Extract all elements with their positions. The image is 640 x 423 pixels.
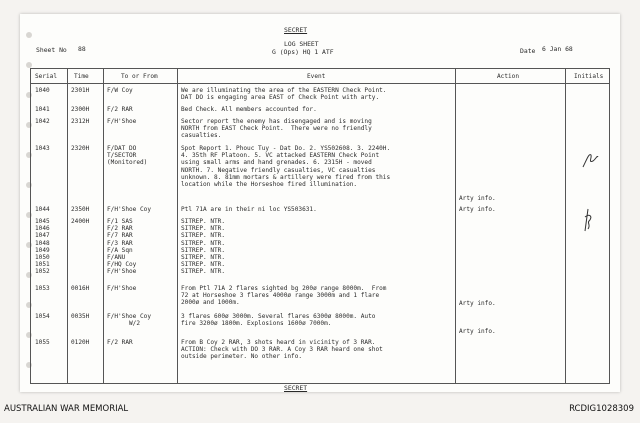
col-header-event: Event: [307, 73, 326, 80]
initials-signature-2: [579, 207, 597, 233]
row-to-from: F/H'Shoe Coy W/2: [107, 313, 152, 328]
row-time: 0120H: [71, 339, 90, 346]
row-event: Spot Report 1. Phouc Tuy - Dat Do. 2. YS502608. 3. 2240H. 4. 35th RF Platoon. 5. VC attacked EASTERN Check Point using small arms and hand grenades. 6. 2315H - moved NORTH. 7. Negative friendly casualties, VC casualties unknown. 8. 81mm mortars & artillery were fired from this location while the Horseshoe fired illumination.: [181, 145, 391, 189]
row-to-from: F/2 RAR: [107, 339, 133, 346]
row-serial: 1041: [35, 106, 50, 113]
row-to-from: F/H'Shoe Coy: [107, 206, 152, 213]
row-event: Sector report the enemy has disengaged and is moving NORTH from EAST Check Point. There were no friendly casualties.: [181, 118, 372, 140]
footer-source: AUSTRALIAN WAR MEMORIAL: [4, 404, 129, 414]
date-label: Date: [520, 47, 536, 55]
sheet-label: Sheet No: [36, 46, 67, 54]
row-time: 0016H: [71, 285, 90, 292]
row-to-from: F/1 SAS F/2 RAR F/7 RAR F/3 RAR F/A Sqn F/ANU F/HQ Coy F/H'Shoe: [107, 218, 137, 276]
footer-id: RCDIG1028309: [569, 404, 634, 414]
row-time: 2350H: [71, 206, 90, 213]
row-event: From Ptl 71A 2 flares sighted bg 200ø range 8000m. From 72 at Horseshoe 3 flares 4000ø range 3000m and 1 flare 2000ø and 1000m.: [181, 285, 387, 307]
row-serial: 1043: [35, 145, 50, 152]
row-serial: 1040: [35, 87, 50, 94]
row-time: 2301H: [71, 87, 90, 94]
col-header-initials: Initials: [574, 73, 604, 80]
row-to-from: F/2 RAR: [107, 106, 133, 113]
log-table: [30, 68, 610, 384]
row-time: 2320H: [71, 145, 90, 152]
sheet-number: 88: [78, 45, 86, 53]
col-header-to-from: To or From: [121, 73, 158, 80]
row-to-from: F/H'Shoe: [107, 118, 137, 125]
log-sheet-title: LOG SHEET: [284, 40, 319, 48]
row-to-from: F/DAT DO T/SECTOR (Monitored): [107, 145, 148, 167]
initials-signature-1: [579, 149, 601, 171]
classification-bottom: SECRET: [284, 384, 308, 392]
row-event: We are illuminating the area of the EASTERN Check Point. DAT DO is engaging area EAST of Check Point with arty.: [181, 87, 387, 102]
row-event: From B Coy 2 RAR, 3 shots heard in vicinity of 3 RAR. ACTION: Check with DO 3 RAR. A Coy 3 RAR heard one shot outside perimeter. No other info.: [181, 339, 383, 361]
row-action: Arty info.: [459, 300, 496, 307]
row-serial: 1045 1046 1047 1048 1049 1050 1051 1052: [35, 218, 50, 276]
row-time: 2300H: [71, 106, 90, 113]
row-action: Arty info.: [459, 206, 496, 213]
row-time: 2312H: [71, 118, 90, 125]
row-serial: 1053: [35, 285, 50, 292]
row-serial: 1055: [35, 339, 50, 346]
row-action: Arty info.: [459, 328, 496, 335]
date-value: 6 Jan 68: [542, 45, 573, 53]
row-to-from: F/H'Shoe: [107, 285, 137, 292]
row-event: Ptl 71A are in their ni loc YS503631.: [181, 206, 317, 213]
row-event: SITREP. NTR. SITREP. NTR. SITREP. NTR. SITREP. NTR. SITREP. NTR. SITREP. NTR. SITREP. NTR. SITREP. NTR.: [181, 218, 226, 276]
row-event: 3 flares 600ø 3000m. Several flares 6300ø 8000m. Auto fire 3200ø 1800m. Explosions 1600ø 7000m.: [181, 313, 376, 328]
row-serial: 1054: [35, 313, 50, 320]
row-time: 2400H: [71, 218, 90, 225]
unit-title: G (Ops) HQ 1 ATF: [272, 48, 334, 56]
row-serial: 1042: [35, 118, 50, 125]
col-header-time: Time: [74, 73, 89, 80]
row-time: 0035H: [71, 313, 90, 320]
col-header-serial: Serial: [35, 73, 58, 80]
row-serial: 1044: [35, 206, 50, 213]
log-sheet-page: [20, 14, 620, 392]
row-action: Arty info.: [459, 195, 496, 202]
row-event: Bed Check. All members accounted for.: [181, 106, 317, 113]
classification-top: SECRET: [284, 26, 308, 34]
col-header-action: Action: [497, 73, 520, 80]
row-to-from: F/W Coy: [107, 87, 133, 94]
